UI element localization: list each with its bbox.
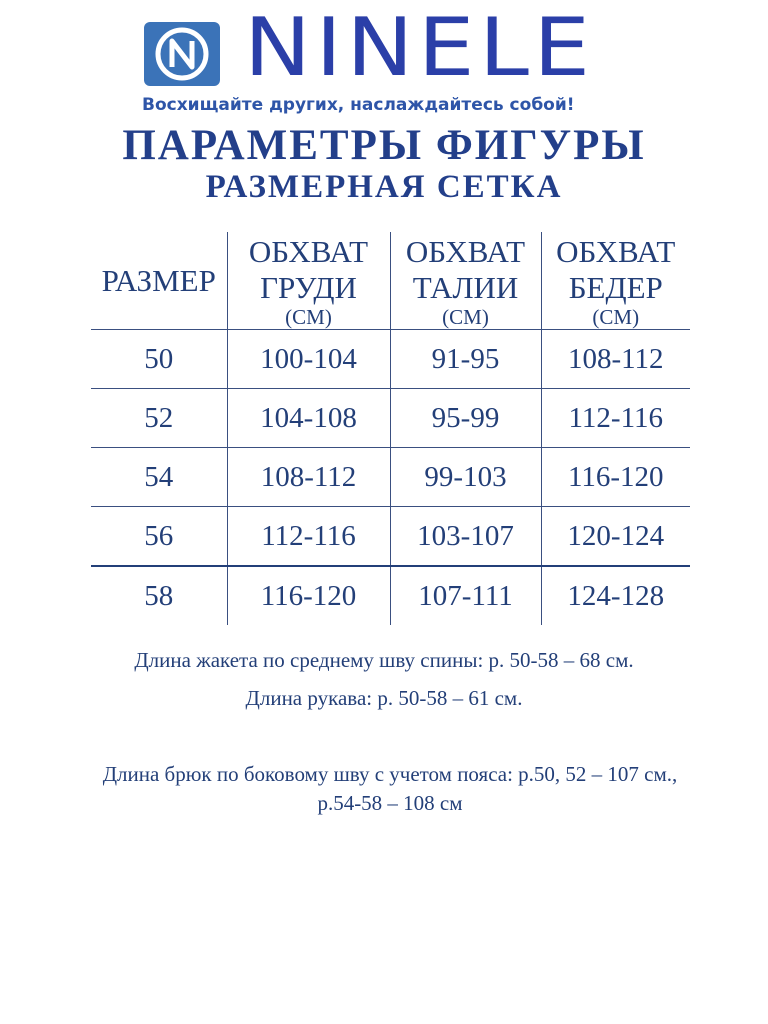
table-row	[91, 389, 690, 448]
header-waist-line1: ОБХВАТ	[405, 233, 526, 269]
note-jacket-length: Длина жакета по среднему шву спины: р. 50-58 – 68 см.	[134, 648, 634, 672]
cell-waist: 103-107	[390, 507, 541, 567]
cell-hips: 124-128	[541, 566, 690, 625]
table-row	[91, 330, 690, 389]
header-hips	[541, 232, 690, 330]
cell-chest: 116-120	[227, 566, 390, 625]
brand-name: NINELE	[244, 1, 595, 94]
header-size	[91, 232, 227, 330]
header-size-label: РАЗМЕР	[101, 262, 216, 298]
note-sleeve-length: Длина рукава: р. 50-58 – 61 см.	[245, 686, 523, 710]
brand-tagline: Восхищайте других, наслаждайтесь собой!	[142, 95, 575, 115]
table-row	[91, 566, 690, 625]
cell-waist: 107-111	[390, 566, 541, 625]
cell-size: 56	[91, 507, 227, 567]
header-waist-line2: ТАЛИИ	[412, 269, 519, 305]
header-waist	[390, 232, 541, 330]
brand-logo	[142, 1, 642, 120]
table-header-row	[91, 232, 690, 330]
cell-size: 54	[91, 448, 227, 507]
cell-chest: 112-116	[227, 507, 390, 567]
note-trousers-length: Длина брюк по боковому шву с учетом пояса: р.50, 52 – 107 см., р.54-58 – 108 см	[102, 762, 678, 815]
cell-hips: 108-112	[541, 330, 690, 389]
cell-waist: 95-99	[390, 389, 541, 448]
header-hips-line1: ОБХВАТ	[556, 233, 676, 269]
cell-chest: 108-112	[227, 448, 390, 507]
table-row	[91, 448, 690, 507]
n-monogram-icon	[144, 22, 220, 86]
header-chest-line1: ОБХВАТ	[248, 233, 369, 269]
cell-hips: 116-120	[541, 448, 690, 507]
header-chest-line2: ГРУДИ	[260, 269, 357, 305]
page-subtitle: РАЗМЕРНАЯ СЕТКА	[205, 169, 563, 205]
cell-size: 52	[91, 389, 227, 448]
cell-hips: 120-124	[541, 507, 690, 567]
header-chest	[227, 232, 390, 330]
page-title: ПАРАМЕТРЫ ФИГУРЫ	[122, 122, 646, 169]
cell-waist: 91-95	[390, 330, 541, 389]
cell-waist: 99-103	[390, 448, 541, 507]
cell-chest: 104-108	[227, 389, 390, 448]
header-hips-line2: БЕДЕР	[568, 269, 663, 305]
cell-size: 50	[91, 330, 227, 389]
size-chart-table	[91, 232, 690, 625]
header-waist-unit: (СМ)	[442, 304, 489, 329]
table-row	[91, 507, 690, 567]
cell-size: 58	[144, 579, 174, 612]
header-chest-unit: (СМ)	[285, 304, 332, 329]
cell-chest: 100-104	[227, 330, 390, 389]
cell-hips: 112-116	[541, 389, 690, 448]
header-hips-unit: (СМ)	[592, 304, 640, 329]
